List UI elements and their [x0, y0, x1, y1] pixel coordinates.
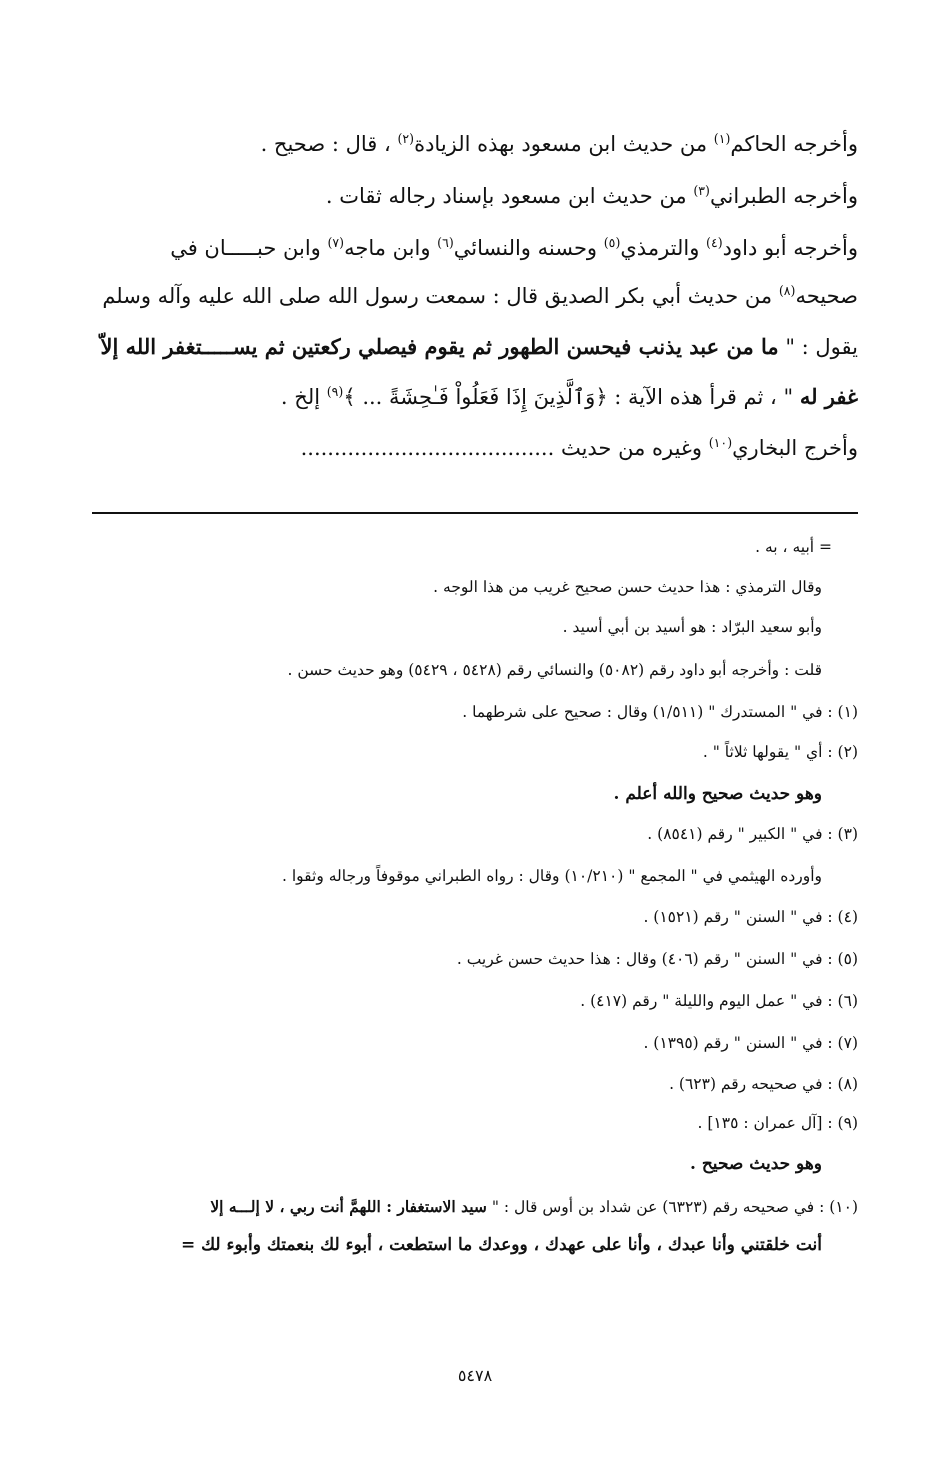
footnote-line-bold: وهو حديث صحيح والله أعلم . — [613, 784, 822, 804]
body-line-3: وأخرجه أبو داود$^{(٤)}$ والترمذي$^{(٥)}$ وحسنه والنسائي$^{(٦)}$ وابن ماجه$^{(٧)}$ وابن حبـــــان في — [170, 235, 858, 260]
footnote-9: (٩) : [آل عمران : ١٣٥] . — [697, 1114, 858, 1132]
body-line-4: صحيحه$^{(٨)}$ من حديث أبي بكر الصديق قال : سمعت رسول الله صلى الله عليه وآله وسلم — [102, 283, 858, 308]
footnote-line-bold: وهو حديث صحيح . — [690, 1154, 822, 1174]
footnote-10: (١٠) : في صحيحه رقم (٦٣٢٣) عن شداد بن أوس قال : " سيد الاستغفار : اللهمَّ أنت ربي ، لا إلـــه إلا — [210, 1197, 858, 1216]
footnote-line: وقال الترمذي : هذا حديث حسن صحيح غريب من هذا الوجه . — [433, 578, 822, 596]
footnote-ref-8[interactable]: (٨) — [778, 283, 796, 298]
footnote-2: (٢) : أي " يقولها ثلاثاً " . — [702, 743, 858, 761]
footnote-5: (٥) : في " السنن " رقم (٤٠٦) وقال : هذا حديث حسن غريب . — [456, 950, 858, 968]
footnote-line: قلت : وأخرجه أبو داود رقم (٥٠٨٢) والنسائي رقم (٥٤٢٨ ، ٥٤٢٩) وهو حديث حسن . — [287, 661, 822, 679]
footnote-ref-6[interactable]: (٦) — [437, 235, 454, 250]
body-line-5: يقول : " ما من عبد يذنب فيحسن الطهور ثم يقوم فيصلي ركعتين ثم يســـــتغفر الله إلاّ — [100, 334, 858, 359]
footnote-continuation: = أبيه ، به . — [755, 538, 832, 556]
body-line-2: وأخرجه الطبراني$^{(٣)}$ من حديث ابن مسعود بإسناد رجاله ثقات . — [325, 183, 858, 208]
body-line-1: وأخرجه الحاكم$^{(١)}$ من حديث ابن مسعود بهذه الزيادة$^{(٢)}$ ، قال : صحيح . — [260, 131, 858, 156]
footnote-line: وأورده الهيثمي في " المجمع " (١٠/٢١٠) وقال : رواه الطبراني موقوفاً ورجاله وثقوا . — [282, 867, 822, 885]
footnote-line: وأبو سعيد البرّاد : هو أسيد بن أبي أسيد . — [562, 618, 822, 636]
footnote-8: (٨) : في صحيحه رقم (٦٢٣) . — [669, 1075, 858, 1093]
footnote-ref-5[interactable]: (٥) — [603, 235, 621, 250]
footnote-ref-7[interactable]: (٧) — [327, 235, 345, 250]
page-number: ٥٤٧٨ — [457, 1366, 493, 1385]
footnote-6: (٦) : في " عمل اليوم والليلة " رقم (٤١٧) . — [580, 992, 858, 1010]
hadith-text: ما من عبد يذنب فيحسن الطهور ثم يقوم فيصلي ركعتين ثم يســـــتغفر الله إلاّ — [100, 334, 779, 359]
hadith-text-end: غفر له — [799, 384, 858, 409]
footnote-1: (١) : في " المستدرك " (١/٥١١) وقال : صحيح على شرطهما . — [462, 703, 858, 721]
footnote-ref-3[interactable]: (٣) — [693, 183, 710, 198]
footnote-ref-9[interactable]: (٩) — [326, 384, 344, 399]
footnote-ref-1[interactable]: (١) — [713, 131, 731, 146]
footnote-ref-4[interactable]: (٤) — [706, 235, 723, 250]
footnote-7: (٧) : في " السنن " رقم (١٣٩٥) . — [643, 1034, 858, 1052]
footnote-divider — [92, 512, 858, 514]
footnote-ref-2[interactable]: (٢) — [397, 131, 415, 146]
body-line-7: وأخرج البخاري$^{(١٠)}$ وغيره من حديث ...................................... — [300, 435, 858, 460]
footnote-4: (٤) : في " السنن " رقم (١٥٢١) . — [643, 908, 858, 926]
footnote-3: (٣) : في " الكبير " رقم (٨٥٤١) . — [647, 825, 858, 843]
footnote-ref-10[interactable]: (١٠) — [708, 435, 733, 450]
body-line-6: غفر له " ، ثم قرأ هذه الآية : ﴿وَٱلَّذِينَ إِذَا فَعَلُواْ فَـٰحِشَةً ... ﴾$^{(٩)}$ إلخ . — [280, 384, 858, 409]
footnote-10-continuation: أنت خلقتني وأنا عبدك ، وأنا على عهدك ، ووعدك ما استطعت ، أبوء لك بنعمتك وأبوء لك = — [180, 1235, 822, 1255]
